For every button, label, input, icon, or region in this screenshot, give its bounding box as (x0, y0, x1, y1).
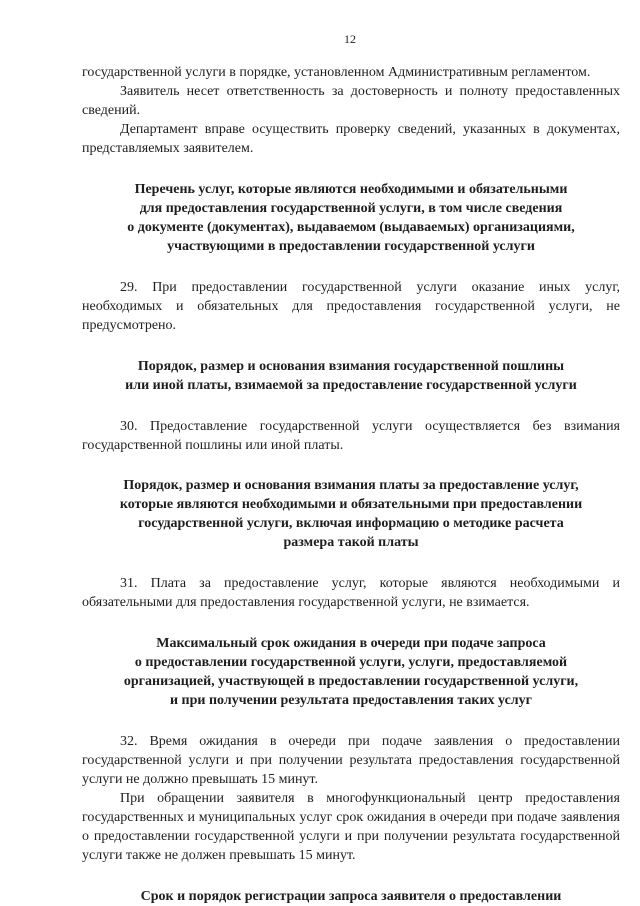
section-heading-required-services: Перечень услуг, которые являются необходимыми и обязательными для предоставления государственной услуги, в том числе сведения о документе (документах), выдаваемом (выдаваемых) организациями, участвующими в предоставлении государственной услуги (127, 182, 575, 254)
paragraph-continuation: государственной услуги в порядке, установленном Административным регламентом. (82, 65, 591, 80)
paragraph-32-mfc: При обращении заявителя в многофункциональный центр предоставления государственных и муниципальных услуг срок ожидания в очереди при подаче заявления о предоставлении государственной услуги и при получении результата государственной услуги также не должен превышать 15 минут. (82, 791, 620, 863)
paragraph-31: 31. Плата за предоставление услуг, которые являются необходимыми и обязательными для предоставления государственной услуги, не взимается. (82, 576, 620, 610)
section-heading-state-duty: Порядок, размер и основания взимания государственной пошлины или иной платы, взимаемой за предоставление государственной услуги (125, 359, 577, 393)
page-number: 12 (344, 32, 356, 46)
paragraph-30: 30. Предоставление государственной услуги осуществляется без взимания государственной пошлины или иной платы. (82, 419, 620, 453)
paragraph-department-check: Департамент вправе осуществить проверку сведений, указанных в документах, представляемых заявителем. (82, 122, 620, 156)
paragraph-32: 32. Время ожидания в очереди при подаче заявления о предоставлении государственной услуги и при получении результата предоставления государственной услуги не должно превышать 15 минут. (82, 734, 620, 787)
section-heading-max-waiting-time: Максимальный срок ожидания в очереди при подаче запроса о предоставлении государственной услуги, услуги, предоставляемой организацией, участвующей в предоставлении государственной услуги, и при получении результата предоставления таких услуг (123, 636, 579, 708)
section-heading-registration: Срок и порядок регистрации запроса заявителя о предоставлении (140, 889, 562, 904)
document-body (82, 63, 620, 906)
paragraph-applicant-responsibility: Заявитель несет ответственность за достоверность и полноту предоставленных сведений. (82, 84, 620, 118)
paragraph-29: 29. При предоставлении государственной услуги оказание иных услуг, необходимых и обязательных для предоставления государственной услуги, не предусмотрено. (82, 280, 620, 333)
section-heading-fee-for-services: Порядок, размер и основания взимания платы за предоставление услуг, которые являются необходимыми и обязательными при предоставлении государственной услуги, включая информацию о методике расчета размера такой платы (119, 478, 583, 550)
